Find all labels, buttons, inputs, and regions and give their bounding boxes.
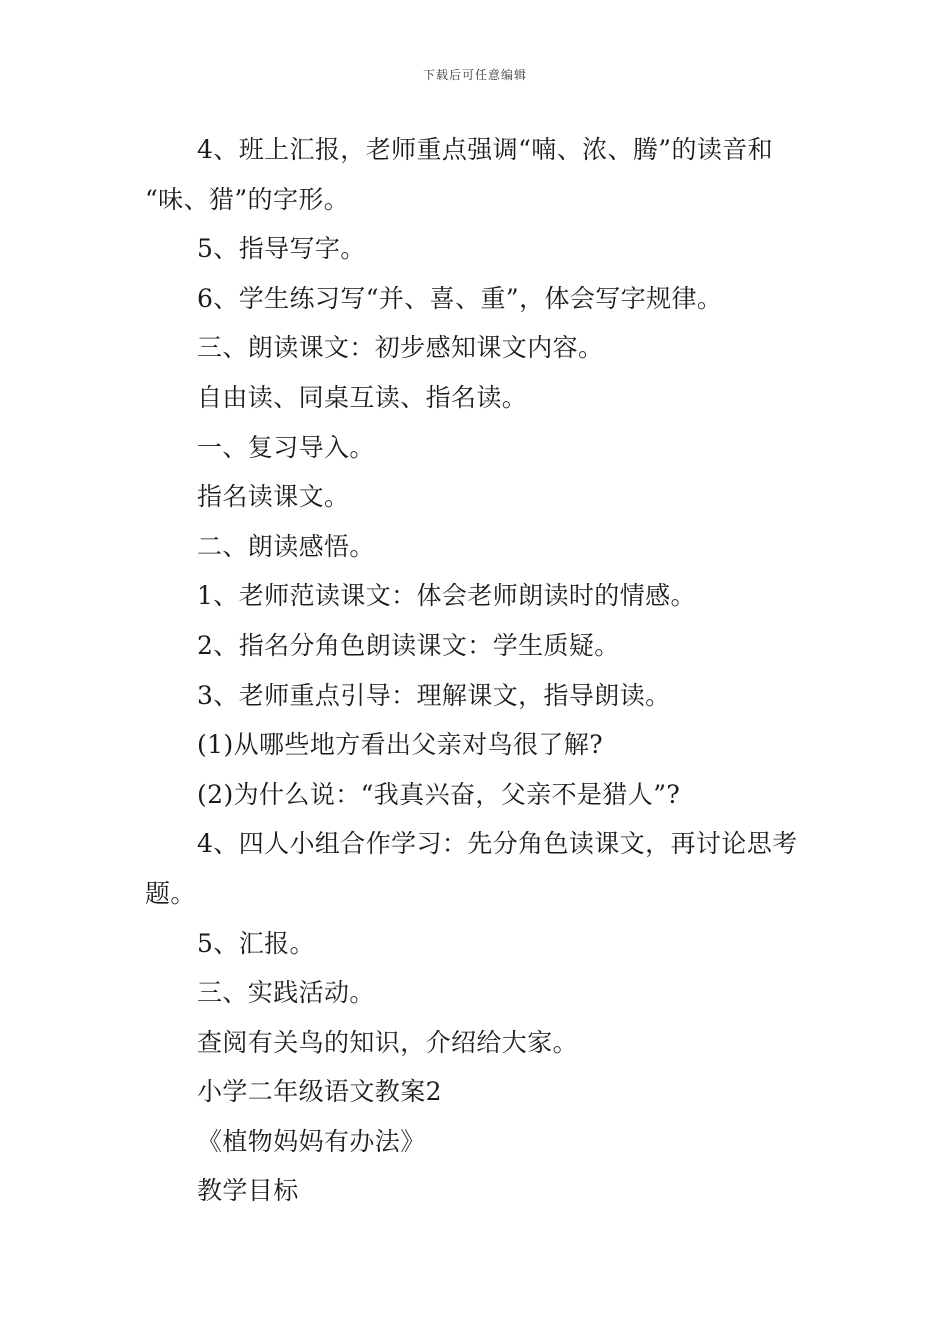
paragraph-line: 5、指导写字。 (197, 234, 366, 264)
paragraph-line: 5、汇报。 (197, 928, 315, 958)
paragraph-line: 2、指名分角色朗读课文：学生质疑。 (197, 630, 620, 660)
paragraph-line: 4、四人小组合作学习：先分角色读课文，再讨论思考 (197, 829, 798, 859)
document-title: 小学二年级语文教案2 (197, 1077, 442, 1107)
paragraph-line: 题。 (145, 878, 196, 908)
paragraph-line: 1、老师范读课文：体会老师朗读时的情感。 (197, 581, 696, 611)
lesson-title: 《植物妈妈有办法》 (197, 1126, 426, 1156)
paragraph-line: 查阅有关鸟的知识，介绍给大家。 (197, 1027, 579, 1057)
paragraph-line: 3、老师重点引导：理解课文，指导朗读。 (197, 680, 671, 710)
document-body (145, 125, 810, 1216)
paragraph-line: “味、猎”的字形。 (145, 184, 350, 214)
section-heading: 二、朗读感悟。 (197, 531, 375, 561)
paragraph-line: 6、学生练习写“并、喜、重”，体会写字规律。 (197, 283, 723, 313)
paragraph-line: (2)为什么说：“我真兴奋，父亲不是猎人”? (197, 779, 681, 809)
section-heading: 一、复习导入。 (197, 432, 375, 462)
page-header: 下载后可任意编辑 (422, 68, 527, 82)
section-heading: 教学目标 (197, 1176, 299, 1206)
paragraph-line: 4、班上汇报，老师重点强调“喃、浓、腾”的读音和 (197, 135, 774, 164)
section-heading: 三、朗读课文：初步感知课文内容。 (197, 333, 604, 363)
section-heading: 三、实践活动。 (197, 978, 375, 1008)
paragraph-line: (1)从哪些地方看出父亲对鸟很了解? (197, 730, 604, 760)
paragraph-line: 指名读课文。 (197, 482, 350, 512)
paragraph-line: 自由读、同桌互读、指名读。 (197, 382, 528, 412)
